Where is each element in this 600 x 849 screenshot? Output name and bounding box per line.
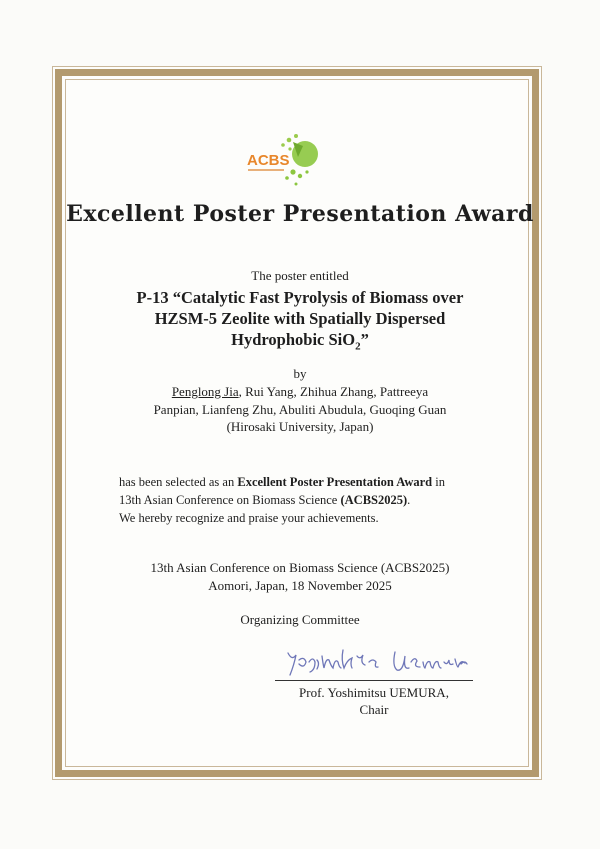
statement-line-1: has been selected as an Excellent Poster Presentation Award in	[119, 475, 445, 489]
award-statement	[119, 473, 499, 527]
statement-line-2: 13th Asian Conference on Biomass Science (ACBS2025).	[119, 493, 411, 507]
statement-line-3: We hereby recognize and praise your achievements.	[119, 511, 379, 525]
first-author: Penglong Jia	[171, 384, 239, 399]
intro-text: The poster entitled	[251, 268, 349, 283]
award-title: Excellent Poster Presentation Award	[66, 201, 534, 227]
svg-text:ACBS: ACBS	[247, 152, 290, 169]
authors-line-2: Panpian, Lianfeng Zhu, Abuliti Abudula, Guoqing Guan	[153, 401, 447, 417]
by-text: by	[293, 366, 307, 381]
poster-title	[60, 287, 540, 357]
poster-title-line-2: HZSM-5 Zeolite with Spatially Dispersed	[154, 309, 446, 328]
organizing-committee: Organizing Committee	[240, 612, 360, 627]
conference-place-date: Aomori, Japan, 18 November 2025	[208, 578, 392, 593]
signature-line	[275, 680, 473, 681]
signatory-name: Prof. Yoshimitsu UEMURA,	[299, 685, 449, 700]
handwritten-signature	[285, 644, 470, 678]
author-list	[60, 383, 540, 436]
poster-title-line-3: Hydrophobic SiO$_2$”	[231, 330, 369, 353]
poster-title-line-1: P-13 “Catalytic Fast Pyrolysis of Biomass over	[136, 288, 464, 307]
acbs-logo	[245, 132, 321, 192]
authors-line-1: Penglong Jia, Rui Yang, Zhihua Zhang, Pattreeya	[171, 384, 429, 399]
conference-name: 13th Asian Conference on Biomass Science (ACBS2025)	[150, 560, 450, 575]
signatory-role: Chair	[359, 702, 389, 717]
conference-info	[60, 559, 540, 595]
affiliation: (Hirosaki University, Japan)	[226, 419, 374, 434]
